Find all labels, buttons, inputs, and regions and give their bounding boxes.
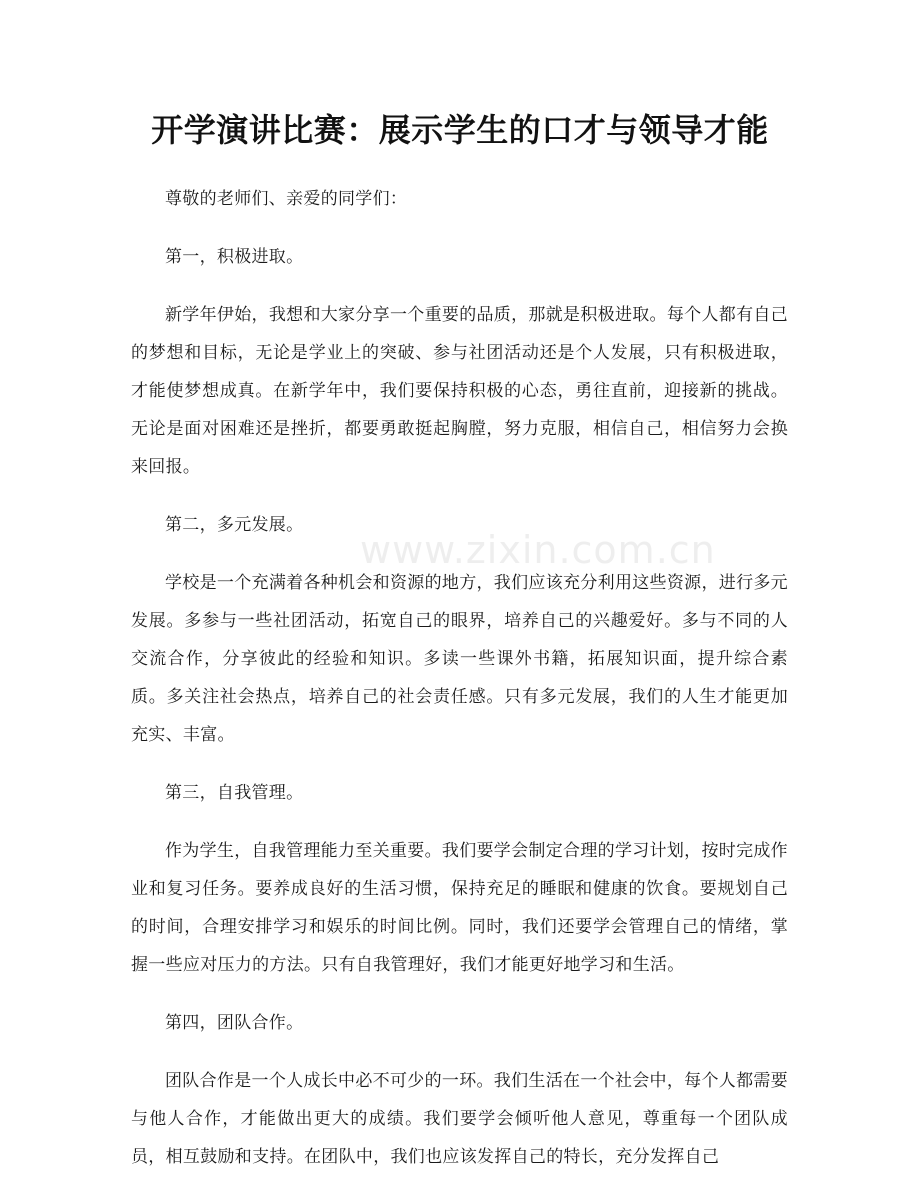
document-title: 开学演讲比赛：展示学生的口才与领导才能: [151, 111, 769, 149]
section-heading-1: 第一，积极进取。: [165, 247, 304, 267]
paragraph-3: 作为学生，自我管理能力至关重要。我们要学会制定合理的学习计划，按时完成作业和复习任务。要养成良好的生活习惯，保持充足的睡眠和健康的饮食。要规划自己的时间，合理安排学习和娱乐的时间比例。同时，我们还要学会管理自己的情绪，掌握一些应对压力的方法。只有自我管理好，我们才能更好地学习和生活。: [131, 841, 788, 975]
section-heading-3: 第三，自我管理。: [165, 783, 304, 803]
salutation: 尊敬的老师们、亲爱的同学们：: [165, 189, 408, 209]
paragraph-1: 新学年伊始，我想和大家分享一个重要的品质，那就是积极进取。每个人都有自己的梦想和目标，无论是学业上的突破、参与社团活动还是个人发展，只有积极进取，才能使梦想成真。在新学年中，我们要保持积极的心态，勇往直前，迎接新的挑战。无论是面对困难还是挫折，都要勇敢挺起胸膛，努力克服，相信自己，相信努力会换来回报。: [131, 305, 788, 477]
paragraph-4: 团队合作是一个人成长中必不可少的一环。我们生活在一个社会中，每个人都需要与他人合作，才能做出更大的成绩。我们要学会倾听他人意见，尊重每一个团队成员，相互鼓励和支持。在团队中，我们也应该发挥自己的特长，充分发挥自己: [131, 1071, 788, 1167]
watermark-text: www.zixin.com.cn: [360, 528, 716, 572]
section-heading-2: 第二，多元发展。: [165, 515, 304, 535]
document-body: [131, 180, 788, 1196]
section-heading-4: 第四，团队合作。: [165, 1013, 304, 1033]
paragraph-2: 学校是一个充满着各种机会和资源的地方，我们应该充分利用这些资源，进行多元发展。多参与一些社团活动，拓宽自己的眼界，培养自己的兴趣爱好。多与不同的人交流合作，分享彼此的经验和知识。多读一些课外书籍，拓展知识面，提升综合素质。多关注社会热点，培养自己的社会责任感。只有多元发展，我们的人生才能更加充实、丰富。: [131, 573, 788, 745]
